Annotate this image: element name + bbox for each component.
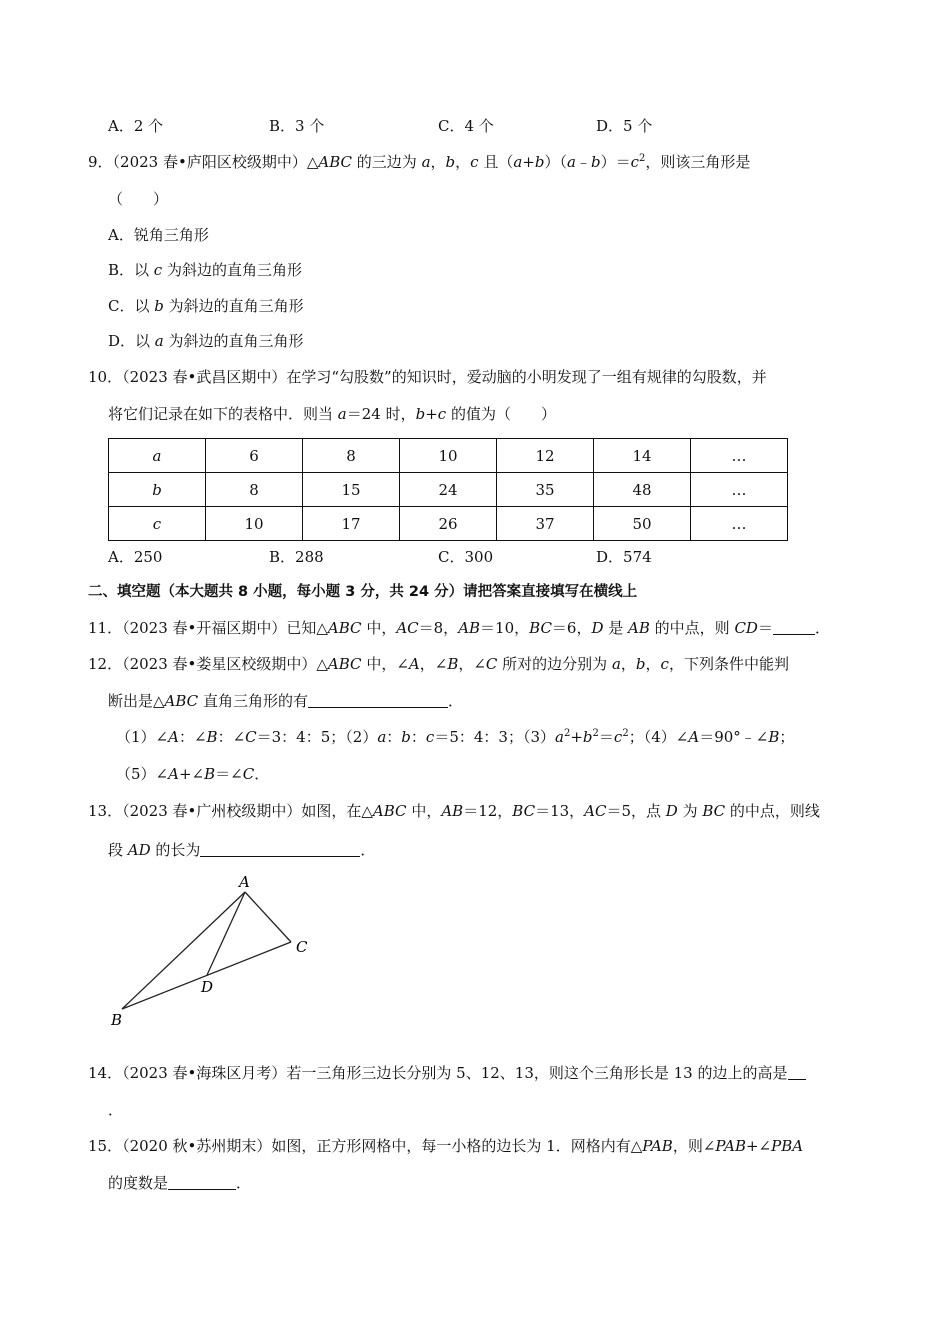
q12-stem-line1: 12．（2023 春•娄星区校级期中）△ABC 中，∠A，∠B，∠C 所对的边分别为 a，b，c，下列条件中能判 — [88, 655, 789, 673]
table-cell: 10 — [206, 507, 303, 541]
q14-stem-line2: ． — [108, 1101, 124, 1119]
table-row-label: b — [109, 473, 206, 507]
label-b: B — [111, 1011, 123, 1029]
q9-option-d: D．以 a 为斜边的直角三角形 — [108, 332, 304, 350]
q10-option-d: D．574 — [596, 548, 652, 566]
q10-stem-line2: 将它们记录在如下的表格中．则当 a＝24 时，b+c 的值为（ ） — [108, 405, 556, 423]
table-cell: … — [691, 507, 788, 541]
table-cell: 6 — [206, 439, 303, 473]
segment-ac — [245, 892, 291, 942]
table-cell: … — [691, 473, 788, 507]
q8-option-c: C．4 个 — [438, 117, 494, 135]
q12-stem-line2: 断出是△ABC 直角三角形的有 ． — [108, 692, 463, 710]
q13-stem-line1: 13．（2023 春•广州校级期中）如图，在△ABC 中，AB＝12，BC＝13，AC＝5，点 D 为 BC 的中点，则线 — [88, 802, 820, 820]
q9-answer-paren: （ ） — [108, 190, 169, 208]
table-cell: 37 — [497, 507, 594, 541]
q14-answer-blank[interactable] — [788, 1064, 806, 1080]
table-cell: 8 — [206, 473, 303, 507]
q13-stem-line2: 段 AD 的长为 ． — [108, 841, 376, 859]
table-row — [109, 439, 788, 473]
table-cell: 10 — [400, 439, 497, 473]
q10-stem-line1: 10．（2023 春•武昌区期中）在学习“勾股数”的知识时，爱动脑的小明发现了一组有规律的勾股数，并 — [88, 368, 767, 386]
q10-option-b: B．288 — [269, 548, 324, 566]
table-row-label: c — [109, 507, 206, 541]
q11-answer-blank[interactable] — [773, 619, 815, 635]
table-cell: 14 — [594, 439, 691, 473]
q9-option-a: A．锐角三角形 — [108, 226, 209, 244]
label-a: A — [239, 873, 250, 891]
q15-stem-line2: 的度数是 ． — [108, 1174, 252, 1192]
q9-stem: 9．（2023 春•庐阳区校级期中）△ABC 的三边为 a，b，c 且$(a+b)(a﹣b)=c^2$，则该三角形是 — [88, 153, 751, 171]
table-row — [109, 473, 788, 507]
table-row-label: a — [109, 439, 206, 473]
table-cell: 48 — [594, 473, 691, 507]
q12-condition-5: （5）∠A+∠B＝∠C． — [116, 765, 270, 783]
q14-stem-line1: 14．（2023 春•海珠区月考）若一三角形三边长分别为 5、12、13，则这个三角形长是 13 的边上的高是 — [88, 1063, 806, 1083]
q13-answer-blank[interactable] — [200, 841, 360, 857]
q15-answer-blank[interactable] — [168, 1174, 236, 1190]
q12-answer-blank[interactable] — [308, 692, 448, 708]
table-cell: 50 — [594, 507, 691, 541]
q9-option-b: B．以 c 为斜边的直角三角形 — [108, 261, 302, 279]
pythagorean-table — [108, 438, 788, 541]
q8-option-b: B．3 个 — [269, 117, 325, 135]
q8-option-a: A．2 个 — [108, 117, 164, 135]
section-heading: 二、填空题（本大题共 8 小题，每小题 3 分，共 24 分）请把答案直接填写在横线上 — [88, 584, 638, 600]
triangle-abc-figure — [100, 868, 330, 1033]
segment-ab — [122, 892, 245, 1009]
q9-option-c: C．以 b 为斜边的直角三角形 — [108, 297, 304, 315]
q12-conditions: （1）∠A：∠B：∠C＝3：4：5；（2）a：b：c＝5：4：3；$(3)a^2+b^2=c^2$；（4）∠A＝90°﹣∠B； — [116, 728, 795, 746]
label-c: C — [296, 938, 308, 956]
table-cell: 8 — [303, 439, 400, 473]
segment-bc — [122, 942, 291, 1009]
label-d: D — [201, 978, 214, 996]
table-cell: 35 — [497, 473, 594, 507]
table-cell: 24 — [400, 473, 497, 507]
q10-option-c: C．300 — [438, 548, 494, 566]
q8-option-d: D．5 个 — [596, 117, 653, 135]
q15-stem-line1: 15．（2020 秋•苏州期末）如图，正方形网格中，每一小格的边长为 1．网格内有△PAB，则∠PAB+∠PBA — [88, 1137, 804, 1155]
table-cell: 26 — [400, 507, 497, 541]
table-cell: 12 — [497, 439, 594, 473]
q10-option-a: A．250 — [108, 548, 163, 566]
q11-stem: 11．（2023 春•开福区期中）已知△ABC 中，AC＝8，AB＝10，BC＝6，D 是 AB 的中点，则 CD＝ ． — [88, 619, 830, 637]
table-cell: … — [691, 439, 788, 473]
table-row — [109, 507, 788, 541]
table-cell: 15 — [303, 473, 400, 507]
table-cell: 17 — [303, 507, 400, 541]
